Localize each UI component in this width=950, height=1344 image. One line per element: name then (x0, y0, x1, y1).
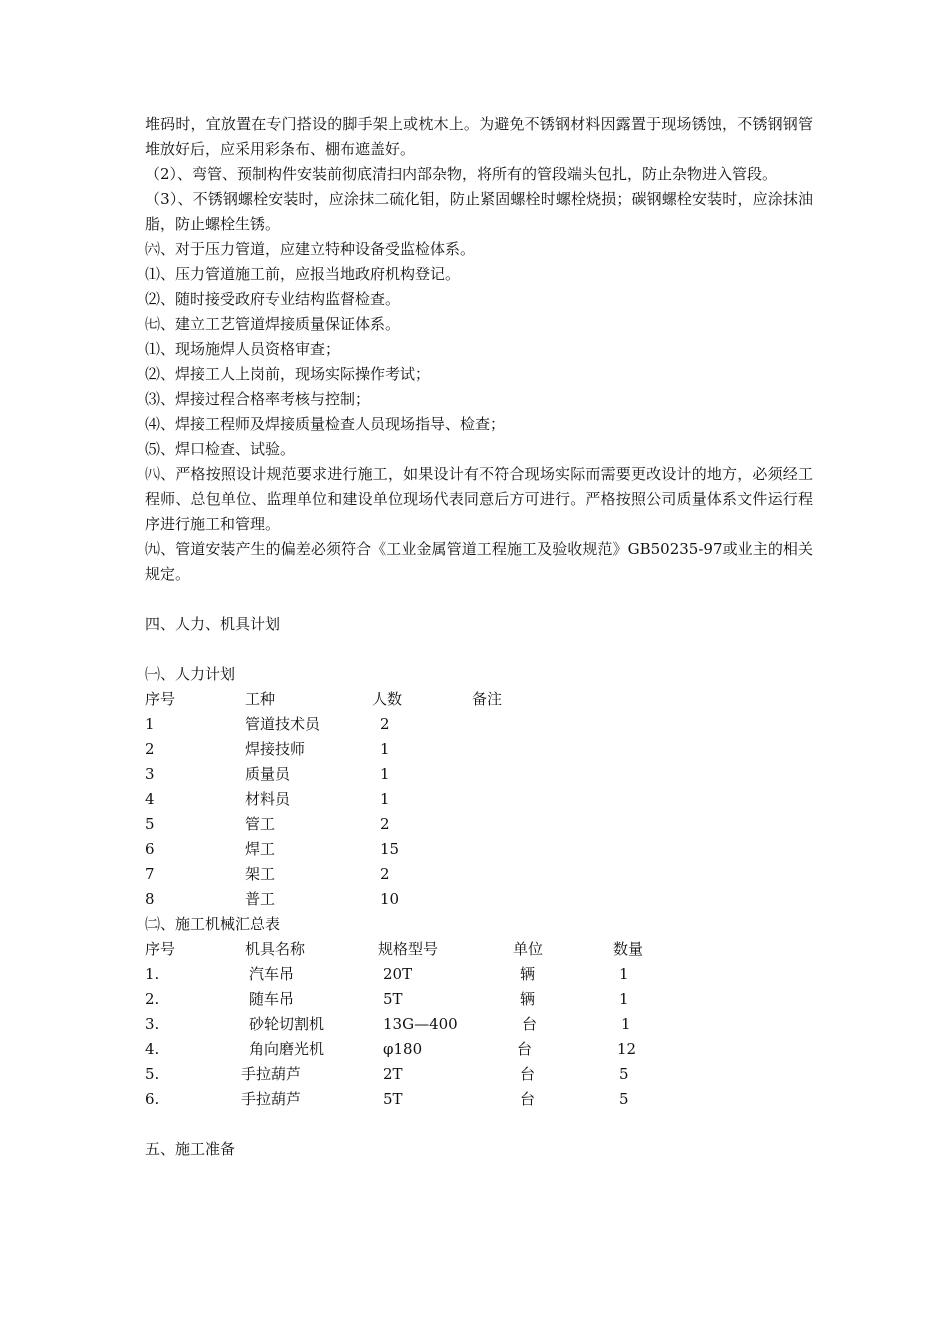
table-cell: 1 (380, 765, 390, 783)
table-cell: 机具名称 (245, 940, 306, 958)
table-cell: 备注 (472, 690, 503, 708)
table-cell: 13G—400 (383, 1015, 458, 1033)
table-cell: 手拉葫芦 (241, 1065, 302, 1083)
table-cell: 5 (619, 1090, 629, 1108)
table-row (145, 1087, 813, 1112)
table-cell: 人数 (372, 690, 403, 708)
table-cell: 5. (145, 1065, 160, 1083)
table-row (145, 1062, 813, 1087)
paragraph: ㈦、建立工艺管道焊接质量保证体系。 (145, 315, 401, 333)
table-cell: 4 (145, 790, 155, 808)
table-cell: 3 (145, 765, 155, 783)
machinery-summary-table (145, 937, 813, 1112)
table-cell: 7 (145, 865, 155, 883)
table-row (145, 862, 813, 887)
table-cell: 5T (383, 1090, 403, 1108)
table-cell: 1 (380, 740, 390, 758)
table-cell: φ180 (383, 1040, 423, 1058)
table-cell: 5 (145, 815, 155, 833)
table-row (145, 987, 813, 1012)
table-cell: 砂轮切割机 (249, 1015, 325, 1033)
table-cell: 普工 (245, 890, 276, 908)
table-row (145, 1012, 813, 1037)
table-cell: 台 (520, 1090, 536, 1108)
table-cell: 管工 (245, 815, 276, 833)
table-cell: 序号 (145, 940, 176, 958)
table-cell: 管道技术员 (245, 715, 321, 733)
table-cell: 数量 (613, 940, 644, 958)
table-cell: 2 (380, 715, 390, 733)
labor-plan-table (145, 687, 813, 912)
labor-plan-title: ㈠、人力计划 (145, 665, 236, 683)
table-cell: 焊工 (245, 840, 276, 858)
table-cell: 汽车吊 (249, 965, 295, 983)
body-paragraphs (145, 112, 813, 587)
table-cell: 架工 (245, 865, 276, 883)
table-header-row (145, 937, 813, 962)
table-cell: 角向磨光机 (249, 1040, 325, 1058)
table-cell: 12 (617, 1040, 637, 1058)
table-cell: 材料员 (245, 790, 291, 808)
table-cell: 3. (145, 1015, 160, 1033)
table-cell: 6 (145, 840, 155, 858)
paragraph: ⑶、焊接过程合格率考核与控制； (145, 390, 371, 408)
table-cell: 单位 (513, 940, 544, 958)
table-cell: 台 (522, 1015, 538, 1033)
table-cell: 随车吊 (249, 990, 295, 1008)
machinery-summary-title: ㈡、施工机械汇总表 (145, 915, 281, 933)
table-row (145, 837, 813, 862)
table-cell: 6. (145, 1090, 160, 1108)
paragraph: ㈧、严格按照设计规范要求进行施工，如果设计有不符合现场实际而需要更改设计的地方，必须经工程师、总包单位、监理单位和建设单位现场代表同意后方可进行。严格按照公司质量体系文件运行程序进行施工和管理。 (145, 465, 813, 533)
table-cell: 辆 (520, 965, 536, 983)
table-cell: 20T (383, 965, 413, 983)
table-cell: 15 (380, 840, 400, 858)
table-row (145, 712, 813, 737)
table-cell: 工种 (245, 690, 276, 708)
table-cell: 8 (145, 890, 155, 908)
table-row (145, 812, 813, 837)
paragraph: ⑴、压力管道施工前，应报当地政府机构登记。 (145, 265, 461, 283)
paragraph: ⑸、焊口检查、试验。 (145, 440, 296, 458)
table-cell: 2 (380, 865, 390, 883)
table-header-row (145, 687, 813, 712)
table-row (145, 737, 813, 762)
table-cell: 1 (621, 1015, 631, 1033)
table-cell: 1 (619, 965, 629, 983)
table-cell: 规格型号 (378, 940, 439, 958)
table-cell: 2 (145, 740, 155, 758)
table-cell: 1 (619, 990, 629, 1008)
section-4-title: 四、人力、机具计划 (145, 615, 281, 633)
table-cell: 手拉葫芦 (241, 1090, 302, 1108)
paragraph: （3）、不锈钢螺栓安装时，应涂抹二硫化钼，防止紧固螺栓时螺栓烧损；碳钢螺栓安装时，应涂抹油脂，防止螺栓生锈。 (145, 190, 813, 233)
table-cell: 5 (619, 1065, 629, 1083)
paragraph: 堆码时，宜放置在专门搭设的脚手架上或枕木上。为避免不锈钢材料因露置于现场锈蚀，不锈钢钢管堆放好后，应采用彩条布、棚布遮盖好。 (145, 115, 813, 158)
table-cell: 焊接技师 (245, 740, 306, 758)
document-page (145, 112, 813, 1162)
table-cell: 序号 (145, 690, 176, 708)
table-row (145, 762, 813, 787)
table-cell: 1 (145, 715, 155, 733)
table-cell: 1 (380, 790, 390, 808)
table-row (145, 962, 813, 987)
table-cell: 10 (380, 890, 400, 908)
table-row (145, 1037, 813, 1062)
table-cell: 2T (383, 1065, 403, 1083)
table-cell: 4. (145, 1040, 160, 1058)
paragraph: ㈥、对于压力管道，应建立特种设备受监检体系。 (145, 240, 476, 258)
paragraph: （2）、弯管、预制构件安装前彻底清扫内部杂物，将所有的管段端头包扎，防止杂物进入管段。 (145, 165, 778, 183)
table-cell: 2 (380, 815, 390, 833)
table-row (145, 787, 813, 812)
paragraph: ⑴、现场施焊人员资格审查； (145, 340, 341, 358)
table-cell: 辆 (520, 990, 536, 1008)
paragraph: ⑵、随时接受政府专业结构监督检查。 (145, 290, 401, 308)
paragraph: ⑵、焊接工人上岗前，现场实际操作考试； (145, 365, 431, 383)
paragraph: ㈨、管道安装产生的偏差必须符合《工业金属管道工程施工及验收规范》GB50235-97或业主的相关规定。 (145, 540, 813, 583)
table-cell: 质量员 (245, 765, 291, 783)
table-cell: 2. (145, 990, 160, 1008)
table-cell: 台 (517, 1040, 533, 1058)
table-cell: 1. (145, 965, 160, 983)
table-cell: 台 (520, 1065, 536, 1083)
paragraph: ⑷、焊接工程师及焊接质量检查人员现场指导、检查； (145, 415, 506, 433)
table-row (145, 887, 813, 912)
table-cell: 5T (383, 990, 403, 1008)
section-5-title: 五、施工准备 (145, 1140, 236, 1158)
